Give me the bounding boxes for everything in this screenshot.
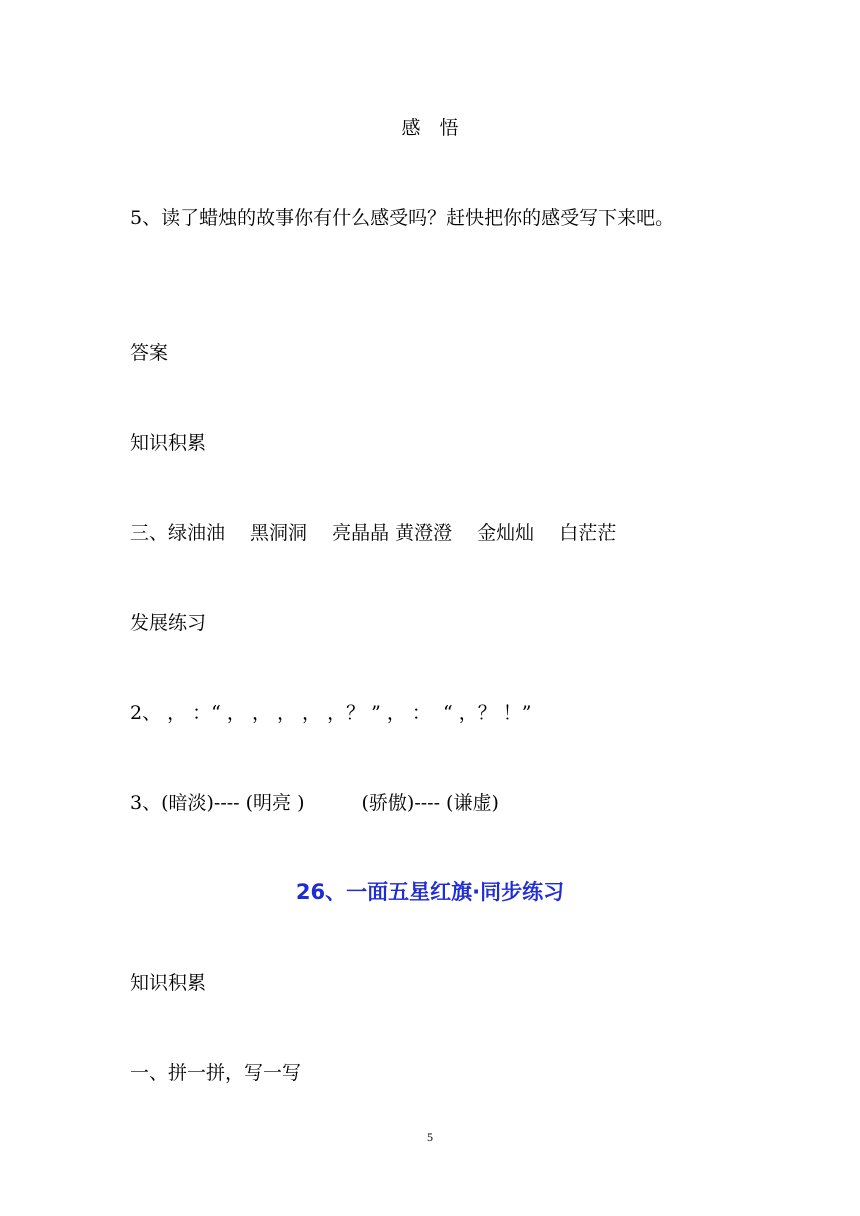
exercise-one: 一、拼一拼，写一写 [130,1062,302,1084]
answer-three-antonyms: 3、(暗淡)---- (明亮 ) (骄傲)---- (谦虚) [130,792,499,814]
answer-heading: 答案 [130,342,169,364]
practice-heading: 发展练习 [130,612,207,634]
knowledge-heading: 知识积累 [130,432,207,454]
answer-two-punctuation: 2、 ， ：“ ， ， ， ， ，？ ” ， ： “ ，？ ！” [130,702,532,724]
knowledge-heading-2: 知识积累 [130,972,207,994]
question-5: 5、读了蜡烛的故事你有什么感受吗？赶快把你的感受写下来吧。 [130,207,675,229]
answer-three-words: 三、绿油油 黑洞洞 亮晶晶 黄澄澄 金灿灿 白茫茫 [130,522,617,544]
page-number: 5 [427,1130,433,1144]
section-title: 感 悟 [401,117,459,139]
lesson-title: 26、一面五星红旗·同步练习 [295,880,565,904]
